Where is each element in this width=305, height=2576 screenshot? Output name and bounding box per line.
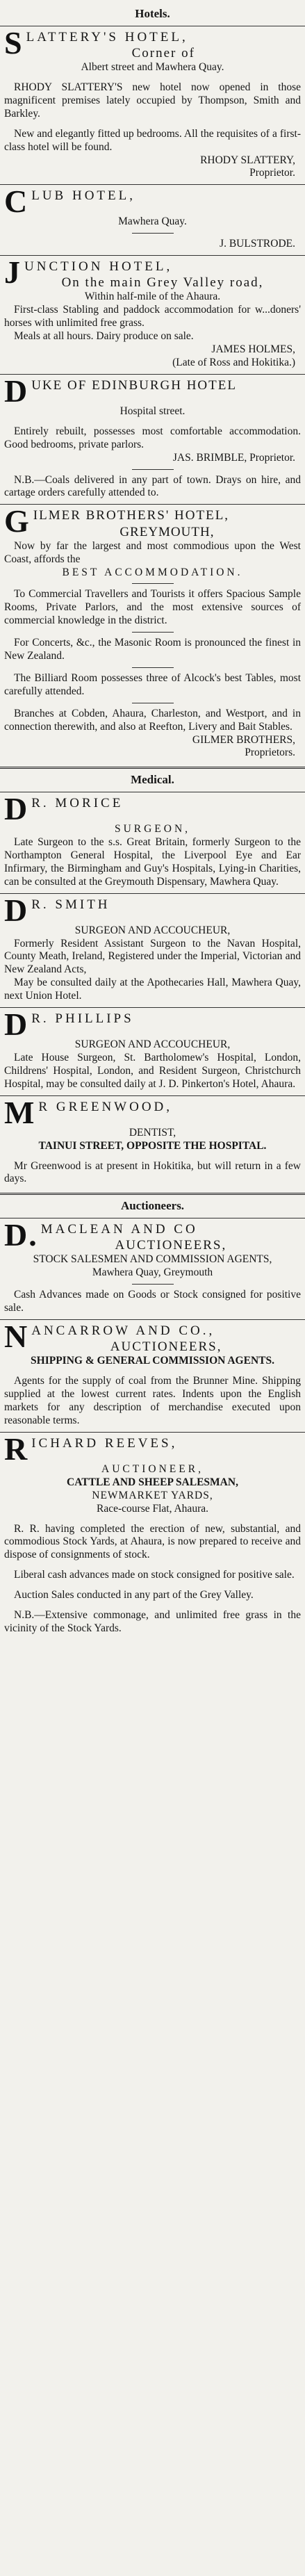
ad-dr-phillips bbox=[0, 1006, 305, 1095]
ad-paragraph: R. R. having completed the erection of new, substantial, and commodious Stock Yards, at Ahaura, is now prepared to receive and dispose of consignments of stock. bbox=[4, 1522, 301, 1561]
divider bbox=[0, 1319, 305, 1320]
ad-header bbox=[4, 373, 301, 409]
ad-title: R. SMITH bbox=[31, 897, 110, 912]
divider bbox=[0, 504, 305, 505]
ad-mr-greenwood bbox=[0, 1094, 305, 1191]
ad-title: ILMER BROTHERS' HOTEL, bbox=[33, 508, 230, 523]
ad-maclean-and-co bbox=[0, 1217, 305, 1319]
ad-paragraph: Liberal cash advances made on stock consigned for positive sale. bbox=[14, 1569, 295, 1581]
ad-paragraph: First-class Stabling and paddock accommodation for w...doners' horses with unlimited free grass. bbox=[4, 304, 301, 329]
drop-cap: D bbox=[4, 373, 29, 409]
drop-cap: M bbox=[4, 1094, 36, 1130]
ad-line: DENTIST, bbox=[129, 1126, 176, 1139]
divider bbox=[132, 667, 174, 668]
ad-dr-smith bbox=[0, 892, 305, 1007]
ad-paragraph: Late Surgeon to the s.s. Great Britain, formerly Surgeon to the Northampton General Hospital, the Liverpool Eye and Ear Infirmary, the Birmingham and Guy's Hospitals, Lying-in Charities, can be consulted at the Greymouth Dispensary, Mawhera Quay. bbox=[4, 836, 301, 888]
ad-role: (Late of Ross and Hokitika.) bbox=[172, 357, 295, 369]
ad-title: R GREENWOOD, bbox=[38, 1099, 173, 1114]
ad-paragraph: Auction Sales conducted in any part of the Grey Valley. bbox=[14, 1589, 254, 1601]
ad-title: LATTERY'S HOTEL, bbox=[26, 29, 188, 44]
ad-line: AUCTIONEERS, bbox=[115, 1238, 227, 1253]
ad-header bbox=[4, 503, 301, 539]
ad-dr-morice bbox=[0, 791, 305, 893]
ad-line: Race-course Flat, Ahaura. bbox=[97, 1502, 208, 1515]
ad-club-hotel bbox=[0, 186, 305, 255]
ad-header bbox=[4, 791, 301, 827]
ad-paragraph: Formerly Resident Assistant Surgeon to the Navan Hospital, County Meath, Ireland, Registered under the Imperial, Victorian and New Zealand Acts, bbox=[4, 937, 301, 976]
divider bbox=[132, 469, 174, 470]
divider bbox=[0, 767, 305, 769]
ad-title: LUB HOTEL, bbox=[31, 188, 135, 204]
ad-line: Mawhera Quay, Greymouth bbox=[92, 1266, 213, 1279]
drop-cap: D bbox=[4, 791, 29, 827]
ad-signature: J. BULSTRODE. bbox=[220, 238, 295, 250]
ad-header bbox=[4, 254, 301, 291]
ad-line: Albert street and Mawhera Quay. bbox=[81, 61, 224, 74]
ad-header bbox=[4, 184, 301, 220]
ad-paragraph: Mr Greenwood is at present in Hokitika, but will return in a few days. bbox=[4, 1159, 301, 1185]
section-heading-auctioneers: Auctioneers. bbox=[120, 1199, 185, 1213]
ad-slattery-hotel bbox=[0, 24, 305, 185]
drop-cap: D bbox=[4, 1006, 29, 1043]
ad-line: Corner of bbox=[131, 45, 195, 60]
ad-line: TAINUI STREET, OPPOSITE THE HOSPITAL. bbox=[38, 1139, 267, 1152]
divider bbox=[132, 233, 174, 234]
ad-gilmer-brothers-hotel bbox=[0, 503, 305, 764]
divider bbox=[0, 255, 305, 256]
ad-paragraph: Cash Advances made on Goods or Stock consigned for positive sale. bbox=[4, 1289, 301, 1314]
ad-paragraph: Meals at all hours. Dairy produce on sale. bbox=[14, 330, 194, 343]
section-heading-hotels: Hotels. bbox=[135, 7, 170, 20]
ad-signature: RHODY SLATTERY, bbox=[200, 154, 295, 166]
ad-richard-reeves bbox=[0, 1430, 305, 1640]
divider bbox=[0, 893, 305, 894]
ad-line: AUCTIONEER, bbox=[101, 1462, 204, 1475]
ad-line: On the main Grey Valley road, bbox=[61, 275, 264, 291]
divider bbox=[0, 1007, 305, 1008]
ad-paragraph: Entirely rebuilt, possesses most comfortable accommodation. Good bedrooms, private parlors. bbox=[4, 425, 301, 450]
ad-line: STOCK SALESMEN AND COMMISSION AGENTS, bbox=[33, 1253, 272, 1266]
ad-paragraph: For Concerts, &c., the Masonic Room is pronounced the finest in New Zealand. bbox=[4, 637, 301, 662]
drop-cap: J bbox=[4, 254, 22, 291]
divider bbox=[0, 184, 305, 185]
ad-paragraph: N.B.—Coals delivered in any part of town. Drays on hire, and cartage orders carefully attended to. bbox=[4, 473, 301, 499]
ad-header bbox=[4, 24, 301, 61]
ad-title: UNCTION HOTEL, bbox=[24, 259, 173, 275]
ad-line: SURGEON AND ACCOUCHEUR, bbox=[74, 1038, 231, 1051]
drop-cap: R bbox=[4, 1430, 29, 1467]
ad-role: Proprietors. bbox=[245, 747, 295, 759]
divider bbox=[0, 1432, 305, 1433]
ad-header bbox=[4, 892, 301, 928]
ad-paragraph: N.B.—Extensive commonage, and unlimited free grass in the vicinity of the Stock Yards. bbox=[4, 1609, 301, 1634]
ad-nancarrow-and-co bbox=[0, 1321, 305, 1432]
section-heading-medical: Medical. bbox=[131, 773, 174, 787]
drop-cap: D bbox=[4, 892, 29, 928]
ad-header bbox=[4, 1319, 301, 1355]
ad-paragraph: Branches at Cobden, Ahaura, Charleston, and Westport, and in connection therewith, and also at Reefton, Livery and Bait Stables. bbox=[4, 707, 301, 733]
drop-cap: C bbox=[4, 184, 29, 220]
ad-line: Hospital street. bbox=[119, 405, 186, 417]
ad-line: SHIPPING & GENERAL COMMISSION AGENTS. bbox=[31, 1355, 274, 1367]
ad-title: R. MORICE bbox=[31, 796, 124, 811]
ad-junction-hotel bbox=[0, 254, 305, 374]
divider bbox=[132, 1284, 174, 1285]
ad-paragraph: RHODY SLATTERY'S new hotel now opened in those magnificent premises lately occupied by Thompson, Smith and Barkley. bbox=[4, 81, 301, 120]
divider bbox=[132, 632, 174, 633]
ad-line: SURGEON AND ACCOUCHEUR, bbox=[74, 924, 231, 936]
ad-line: BEST ACCOMMODATION. bbox=[62, 566, 243, 578]
ad-signature: JAMES HOLMES, bbox=[211, 343, 295, 356]
drop-cap: S bbox=[4, 24, 24, 60]
divider bbox=[132, 583, 174, 584]
ad-title: R. PHILLIPS bbox=[31, 1011, 134, 1027]
drop-cap: G bbox=[4, 503, 31, 539]
divider bbox=[0, 374, 305, 375]
ad-paragraph: To Commercial Travellers and Tourists it offers Spacious Sample Rooms, Private Parlors, and the most extensive sources of commercial knowledge in the district. bbox=[4, 588, 301, 627]
ad-header bbox=[4, 1430, 301, 1467]
ad-signature: JAS. BRIMBLE, Proprietor. bbox=[172, 451, 295, 464]
ad-line: CATTLE AND SHEEP SALESMAN, bbox=[67, 1476, 238, 1488]
ad-paragraph: The Billiard Room possesses three of Alcock's best Tables, most carefully attended. bbox=[4, 671, 301, 697]
ad-line: SURGEON, bbox=[114, 823, 191, 835]
ad-title: ANCARROW AND CO., bbox=[31, 1323, 215, 1339]
divider bbox=[0, 1095, 305, 1096]
ad-line: Within half-mile of the Ahaura. bbox=[84, 291, 221, 303]
ad-title: MACLEAN AND CO bbox=[40, 1222, 198, 1237]
ad-header bbox=[4, 1006, 301, 1043]
ad-paragraph: Agents for the supply of coal from the Brunner Mine. Shipping supplied at the lowest current rates. Indents upon the English markets for any description of merchandise executed upon reasonable terms. bbox=[4, 1375, 301, 1427]
ad-title: ICHARD REEVES, bbox=[31, 1435, 178, 1451]
ad-duke-of-edinburgh-hotel bbox=[0, 373, 305, 504]
ad-header bbox=[4, 1094, 301, 1130]
ad-signature: GILMER BROTHERS, bbox=[192, 733, 295, 746]
drop-cap: N bbox=[4, 1319, 29, 1355]
ad-paragraph: New and elegantly fitted up bedrooms. All the requisites of a first-class hotel will be found. bbox=[4, 127, 301, 153]
ad-role: Proprietor. bbox=[249, 167, 295, 179]
ad-title: UKE OF EDINBURGH HOTEL bbox=[31, 377, 237, 393]
drop-cap: D. bbox=[4, 1217, 38, 1253]
ad-paragraph: May be consulted daily at the Apothecaries Hall, Mawhera Quay, next Union Hotel. bbox=[4, 977, 301, 1002]
ad-paragraph: Now by far the largest and most commodious upon the West Coast, affords the bbox=[4, 539, 301, 565]
ad-line: AUCTIONEERS, bbox=[110, 1339, 222, 1355]
ad-line: Mawhera Quay. bbox=[118, 215, 187, 228]
ad-paragraph: Late House Surgeon, St. Bartholomew's Hospital, London, Childrens' Hospital, London, and Resident Surgeon, Christchurch Hospital, may be consulted daily at J. D. Pinkerton's Hotel, Ahaura. bbox=[4, 1052, 301, 1090]
ad-line: NEWMARKET YARDS, bbox=[92, 1489, 213, 1501]
ad-header bbox=[4, 1217, 301, 1253]
divider bbox=[0, 1193, 305, 1195]
ad-line: GREYMOUTH, bbox=[119, 524, 215, 539]
